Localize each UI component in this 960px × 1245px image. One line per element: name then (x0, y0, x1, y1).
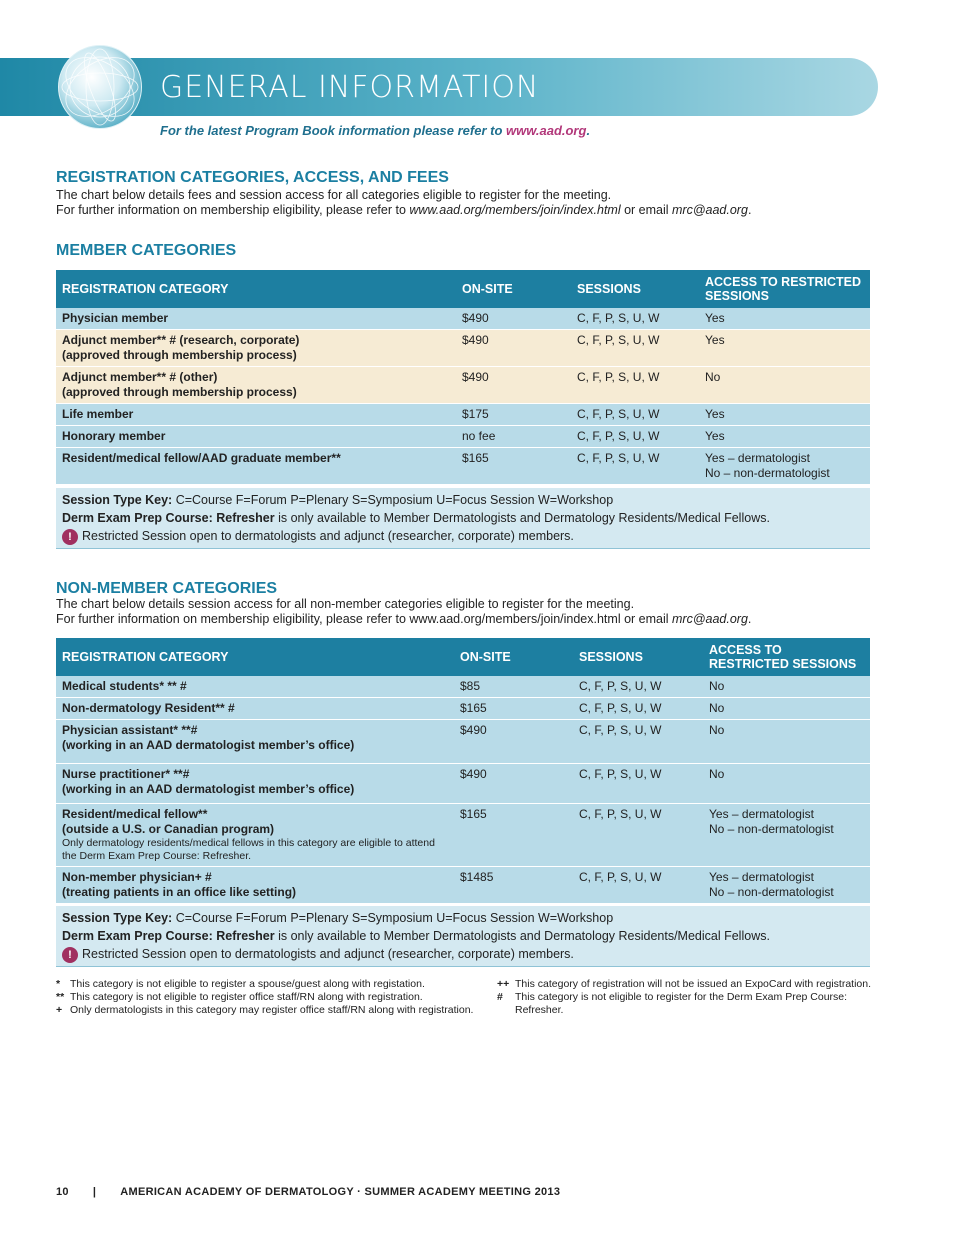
header-subline: For the latest Program Book information please refer to www.aad.org. (160, 123, 591, 138)
table-row: Non-dermatology Resident** # $165 C, F, P, S, U, W No (56, 698, 870, 720)
table-row: Adjunct member** # (research, corporate) (approved through membership process) $490 C, F, P, S, U, W Yes (56, 330, 870, 367)
col-access: ACCESS TO RESTRICTED SESSIONS (699, 270, 870, 308)
page-number: 10 (56, 1186, 69, 1198)
nonmember-heading: NON-MEMBER CATEGORIES (56, 580, 278, 597)
nonmember-intro: The chart below details session access for all non-member categories eligible to register for the meeting. For further information on membership eligibility, please refer to www.aad.org/members/join/index.html or email mrc@aad.org. (56, 597, 752, 626)
footnote: ++ This category of registration will not be issued an ExpoCard with registration. (497, 978, 872, 990)
session-key-box: Session Type Key: C=Course F=Forum P=Plenary S=Symposium U=Focus Session W=Workshop Derm Exam Prep Course: Refresher is only available to Member Dermatologists and Dermatology Residents/Medical Fellows. ! Restricted Session open to dermatologists and adjunct (researcher, corporate) members. (56, 488, 870, 549)
table-row: Medical students* ** # $85 C, F, P, S, U, W No (56, 676, 870, 698)
footnotes-left (56, 978, 486, 1017)
footnote: * This category is not eligible to register a spouse/guest along with registation. (56, 978, 425, 990)
member-heading: MEMBER CATEGORIES (56, 242, 237, 259)
section-heading: REGISTRATION CATEGORIES, ACCESS, AND FEES (56, 169, 449, 186)
col-onsite: ON-SITE (454, 638, 573, 676)
footer-text: AMERICAN ACADEMY OF DERMATOLOGY · SUMMER ACADEMY MEETING 2013 (120, 1186, 561, 1198)
table-row: Adjunct member** # (other) (approved through membership process) $490 C, F, P, S, U, W No (56, 367, 870, 404)
email-link[interactable]: mrc@aad.org (672, 203, 748, 217)
footnote: # This category is not eligible to register for the Derm Exam Prep Course: Refresher. (497, 991, 848, 1016)
aad-link[interactable]: www.aad.org (506, 123, 587, 138)
col-category: REGISTRATION CATEGORY (56, 638, 454, 676)
table-row: Resident/medical fellow/AAD graduate member** $165 C, F, P, S, U, W Yes – dermatologist No – non-dermatologist (56, 448, 870, 485)
restricted-session-icon: ! (62, 947, 78, 963)
table-row: Nurse practitioner* **# (working in an AAD dermatologist member’s office) $490 C, F, P, S, U, W No (56, 764, 870, 804)
page-footer: 10 | AMERICAN ACADEMY OF DERMATOLOGY · SUMMER ACADEMY MEETING 2013 (56, 1186, 561, 1198)
nonmember-table (56, 638, 870, 904)
table-row: Honorary member no fee C, F, P, S, U, W Yes (56, 426, 870, 448)
table-row: Life member $175 C, F, P, S, U, W Yes (56, 404, 870, 426)
col-sessions: SESSIONS (573, 638, 703, 676)
table-header-row (56, 270, 870, 308)
email-link[interactable]: mrc@aad.org (672, 612, 748, 626)
member-table (56, 270, 870, 485)
table-row: Physician member $490 C, F, P, S, U, W Yes (56, 308, 870, 330)
col-sessions: SESSIONS (571, 270, 699, 308)
globe-logo (58, 45, 142, 129)
col-category: REGISTRATION CATEGORY (56, 270, 456, 308)
footnote: + Only dermatologists in this category may register office staff/RN along with registration. (56, 1004, 474, 1016)
col-onsite: ON-SITE (456, 270, 571, 308)
footnote: ** This category is not eligible to register office staff/RN along with registration. (56, 991, 423, 1003)
footnotes-right (497, 978, 877, 1017)
section-intro: The chart below details fees and session access for all categories eligible to register for the meeting. For further information on membership eligibility, please refer to www.aad.org/members/join/index.html or email mrc@aad.org. (56, 188, 752, 217)
table-row: Resident/medical fellow** (outside a U.S. or Canadian program) Only dermatology residents/medical fellows in this category are eligible to attend the Derm Exam Prep Course: Refresher. $165 C, F, P, S, U, W Yes – dermatologist No – non-dermatologist (56, 804, 870, 867)
table-row: Non-member physician+ # (treating patients in an office like setting) $1485 C, F, P, S, U, W Yes – dermatologist No – non-dermatologist (56, 867, 870, 904)
session-key-box: Session Type Key: C=Course F=Forum P=Plenary S=Symposium U=Focus Session W=Workshop Derm Exam Prep Course: Refresher is only available to Member Dermatologists and Dermatology Residents/Medical Fellows. ! Restricted Session open to dermatologists and adjunct (researcher, corporate) members. (56, 906, 870, 967)
page-title: GENERAL INFORMATION (160, 70, 540, 105)
membership-link[interactable]: www.aad.org/members/join/index.html (409, 203, 621, 217)
table-row: Physician assistant* **# (working in an AAD dermatologist member’s office) $490 C, F, P, S, U, W No (56, 720, 870, 764)
col-access: ACCESS TO RESTRICTED SESSIONS (703, 638, 870, 676)
table-header-row (56, 638, 870, 676)
restricted-session-icon: ! (62, 529, 78, 545)
